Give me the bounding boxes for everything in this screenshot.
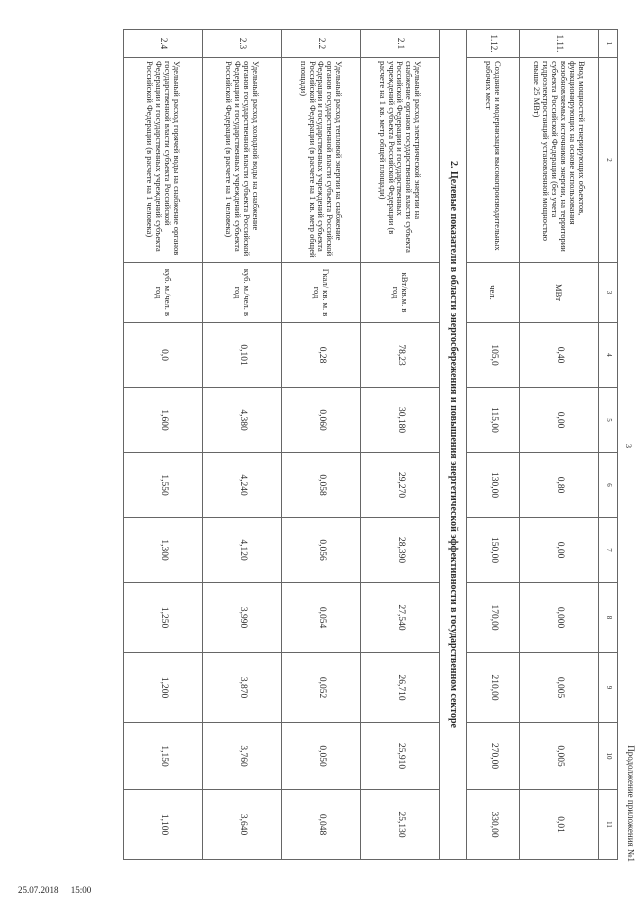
unit-cell: чел. [467, 263, 520, 323]
value-cell: 25,130 [361, 790, 440, 860]
value-cell: 130,00 [467, 453, 520, 518]
column-number: 9 [599, 653, 618, 723]
print-footer [18, 885, 101, 895]
value-cell: 270,00 [467, 723, 520, 790]
value-cell: 30,180 [361, 388, 440, 453]
appendix-note: Продолжение приложения №1 [626, 745, 636, 862]
value-cell: 330,00 [467, 790, 520, 860]
value-cell: 0,054 [282, 583, 361, 653]
row-number: 2.2 [282, 30, 361, 58]
row-number: 2.1 [361, 30, 440, 58]
value-cell: 1,550 [124, 453, 203, 518]
value-cell: 0,052 [282, 653, 361, 723]
value-cell: 150,00 [467, 518, 520, 583]
value-cell: 4,240 [203, 453, 282, 518]
page-number: 3 [624, 444, 633, 448]
value-cell: 0,005 [520, 723, 599, 790]
value-cell: 27,540 [361, 583, 440, 653]
value-cell: 3,990 [203, 583, 282, 653]
print-date: 25.07.2018 [18, 885, 59, 895]
unit-cell: куб. м./чел. в год [124, 263, 203, 323]
print-time: 15:00 [70, 885, 92, 895]
indicator-name: Ввод мощностей генерирующих объектов, функционирующих на основе использования возобновляемых источников энергии, на территории субъекта Российской Федерации (без учета гидроэлектростанций установленной мощностью свыше 25 МВт) [520, 58, 599, 263]
value-cell: 3,640 [203, 790, 282, 860]
column-number: 6 [599, 453, 618, 518]
row-number: 2.3 [203, 30, 282, 58]
value-cell: 0,40 [520, 323, 599, 388]
column-number: 1 [599, 30, 618, 58]
indicator-name: Удельный расход тепловой энергии на снабжение органов государственной власти субъекта Российской Федерации и государственных учреждений субъекта Российской Федерации (в расчете на 1 кв. метр общей площади) [282, 58, 361, 263]
value-cell: 3,870 [203, 653, 282, 723]
table-row [520, 30, 599, 860]
table-row [361, 30, 440, 860]
column-number-row [599, 30, 618, 860]
value-cell: 115,00 [467, 388, 520, 453]
section-row [440, 30, 467, 860]
value-cell: 25,910 [361, 723, 440, 790]
column-number: 8 [599, 583, 618, 653]
value-cell: 210,00 [467, 653, 520, 723]
table-row [203, 30, 282, 860]
column-number: 10 [599, 723, 618, 790]
value-cell: 0,000 [520, 583, 599, 653]
value-cell: 0,005 [520, 653, 599, 723]
value-cell: 0,060 [282, 388, 361, 453]
value-cell: 0,0 [124, 323, 203, 388]
value-cell: 0,01 [520, 790, 599, 860]
value-cell: 78,23 [361, 323, 440, 388]
value-cell: 0,28 [282, 323, 361, 388]
indicators-table [123, 29, 618, 860]
value-cell: 3,760 [203, 723, 282, 790]
value-cell: 1,250 [124, 583, 203, 653]
value-cell: 0,056 [282, 518, 361, 583]
value-cell: 170,00 [467, 583, 520, 653]
unit-cell: кВт/кв.м. в год [361, 263, 440, 323]
table-row [467, 30, 520, 860]
value-cell: 0,101 [203, 323, 282, 388]
row-number: 1.11. [520, 30, 599, 58]
indicator-name: Удельный расход холодной воды на снабжение органов государственной власти субъекта Российской Федерации и государственных учреждений субъекта Российской Федерации (в расчете на 1 человека) [203, 58, 282, 263]
column-number: 5 [599, 388, 618, 453]
table-row [124, 30, 203, 860]
value-cell: 1,600 [124, 388, 203, 453]
column-number: 11 [599, 790, 618, 860]
value-cell: 0,058 [282, 453, 361, 518]
rotated-page [40, 25, 636, 870]
value-cell: 0,80 [520, 453, 599, 518]
column-number: 7 [599, 518, 618, 583]
value-cell: 105,0 [467, 323, 520, 388]
value-cell: 28,390 [361, 518, 440, 583]
unit-cell: куб. м./чел. в год [203, 263, 282, 323]
value-cell: 1,300 [124, 518, 203, 583]
value-cell: 4,380 [203, 388, 282, 453]
value-cell: 26,710 [361, 653, 440, 723]
value-cell: 0,00 [520, 388, 599, 453]
column-number: 3 [599, 263, 618, 323]
column-number: 4 [599, 323, 618, 388]
value-cell: 1,200 [124, 653, 203, 723]
section-title: 2. Целевые показатели в области энергосбережения и повышения энергетической эффективности в государственном секторе [440, 30, 467, 860]
row-number: 2.4 [124, 30, 203, 58]
column-number: 2 [599, 58, 618, 263]
value-cell: 1,150 [124, 723, 203, 790]
unit-cell: МВт [520, 263, 599, 323]
value-cell: 4,120 [203, 518, 282, 583]
value-cell: 0,00 [520, 518, 599, 583]
indicator-name: Удельный расход горячей воды на снабжение органов государственной власти субъекта Российской Федерации и государственных учреждений субъекта Российской Федерации (в расчете на 1 человека) [124, 58, 203, 263]
value-cell: 1,100 [124, 790, 203, 860]
indicator-name: Создание и модернизация высокопроизводительных рабочих мест [467, 58, 520, 263]
value-cell: 0,050 [282, 723, 361, 790]
unit-cell: Гкал/ кв. м. в год [282, 263, 361, 323]
value-cell: 29,270 [361, 453, 440, 518]
row-number: 1.12. [467, 30, 520, 58]
value-cell: 0,048 [282, 790, 361, 860]
table-row [282, 30, 361, 860]
indicator-name: Удельный расход электрической энергии на снабжение органов государственной власти субъекта Российской Федерации и государственных учреждений субъекта Российской Федерации (в расчете на 1 кв. метр общей площади) [361, 58, 440, 263]
